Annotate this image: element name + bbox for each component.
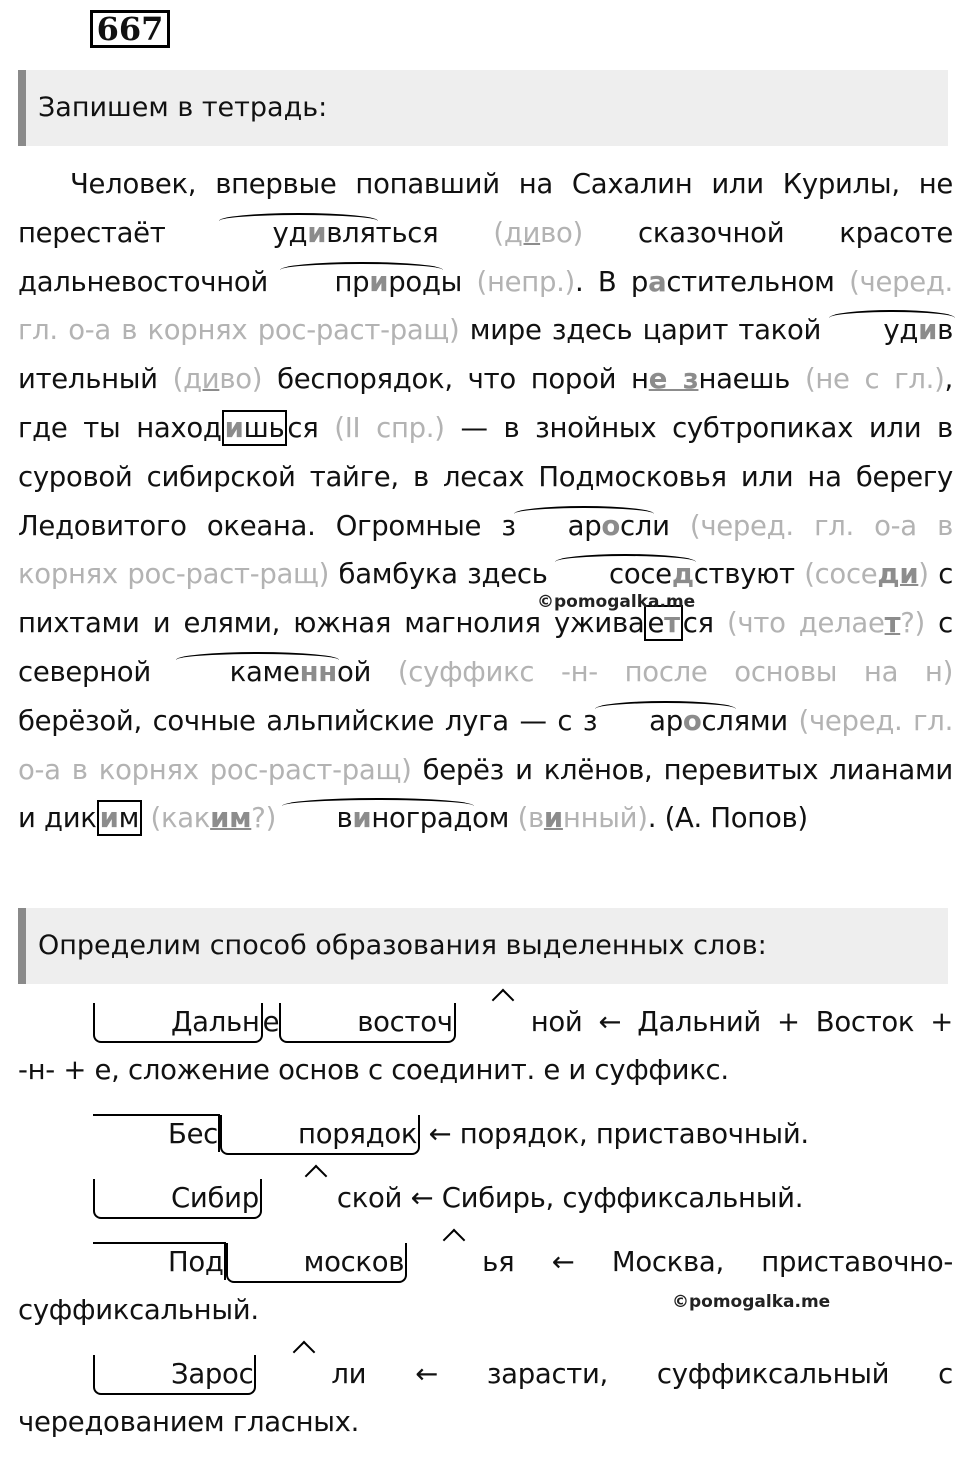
derivation-5: Зарос ли ← зарасти, суффиксальный с чередованием гласных. xyxy=(18,1350,953,1446)
task-number: 667 xyxy=(90,10,170,48)
section-header-write: Запишем в тетрадь: xyxy=(18,70,948,146)
main-text: Человек, впервые попавший на Сахалин или Курилы, не перестаёт удивляться (диво) сказочной красоте дальневосточной природы (непр.). В растительном (черед. гл. о-а в корнях рос-раст-ращ) мире здесь царит такой удивительный (диво) беспорядок, что порой не знаешь (не с гл.), где ты наход ишь ся (II спр.) — в знойных субтропиках или в суровой сибирской тайге, в лесах Подмосковья или на берегу Ледовитого океана. Огромные з аросли (черед. гл. о-а в корнях рос-раст-ращ) бамбука здесь соседствуют (соседи) с пихтами и елями, южная магнолия ужива ет ся (что делает?) с северной каменной (суффикс -н- после основы на н) берёзой, сочные альпийские луга — с з арослями (черед. гл. о-а в корнях рос-раст-ращ) берёз и клёнов, перевитых лианами и дик им (каким?) виноградом (винный). (А. Попов) xyxy=(18,160,953,843)
derivation-1: Дальн е восточ ной ← Дальний + Восток + -н- + е, сложение основ с соединит. е и суффикс. xyxy=(18,998,953,1094)
watermark: ©pomogalka.me xyxy=(537,592,696,612)
watermark-2: ©pomogalka.me xyxy=(672,1292,831,1312)
derivation-3: Сибир ской ← Сибирь, суффиксальный. xyxy=(18,1174,953,1222)
derivations xyxy=(18,998,953,1462)
derivation-4: Под москов ья ← Москва, приставочно-суффиксальный. xyxy=(18,1238,953,1334)
derivation-2: Бес порядок ← порядок, приставочный. xyxy=(18,1110,953,1158)
section-header-define: Определим способ образования выделенных слов: xyxy=(18,908,948,984)
